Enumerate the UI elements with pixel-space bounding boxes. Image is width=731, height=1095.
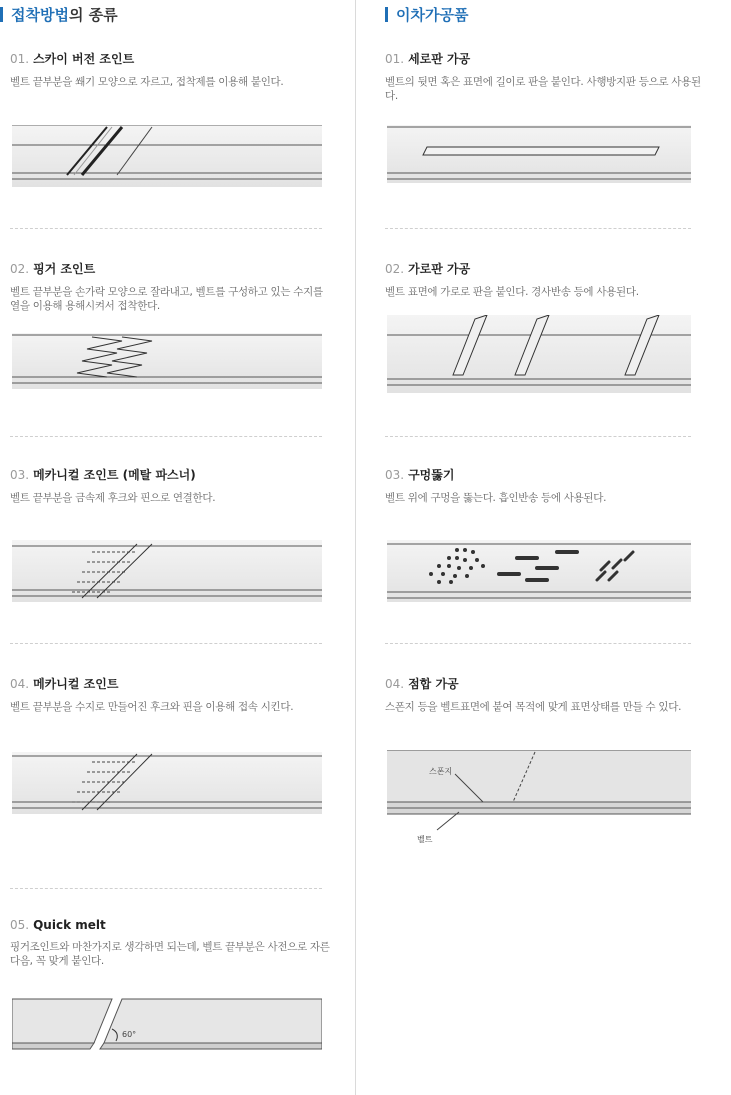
figure-laminate bbox=[387, 750, 691, 848]
item-title: 03. 메카니컬 조인트 (메탈 파스너) bbox=[10, 468, 196, 482]
item-desc: 벨트 끝부분을 쐐기 모양으로 자르고, 접착제를 이용해 붙인다. bbox=[10, 76, 284, 88]
item-title: 04. 점합 가공 bbox=[385, 677, 459, 691]
bonding-item-finger bbox=[10, 260, 330, 313]
item-desc: 스폰지 등을 벨트표면에 붙여 목적에 맞게 표면상태를 만들 수 있다. bbox=[385, 701, 682, 713]
separator bbox=[10, 643, 322, 644]
item-desc: 벨트 끝부분을 금속제 후크와 핀으로 연결한다. bbox=[10, 492, 216, 504]
angle-label: 60° bbox=[122, 1030, 137, 1039]
figure-mechanical-joint bbox=[12, 752, 322, 814]
item-desc: 벨트 표면에 가로로 판을 붙인다. 경사반송 등에 사용된다. bbox=[385, 286, 639, 298]
bonding-item-mechanical bbox=[10, 675, 330, 714]
belt-label: 벨트 bbox=[417, 835, 433, 844]
item-desc: 벨트 위에 구멍을 뚫는다. 흡인반송 등에 사용된다. bbox=[385, 492, 607, 504]
item-desc: 벨트의 뒷면 혹은 표면에 길이로 판을 붙인다. 사행방지판 등으로 사용된다. bbox=[385, 76, 701, 102]
separator bbox=[10, 888, 322, 889]
secondary-item-horizontal-plate bbox=[385, 260, 705, 299]
item-title: 02. 핑거 조인트 bbox=[10, 262, 96, 276]
item-title: 04. 메카니컬 조인트 bbox=[10, 677, 119, 691]
item-title: 03. 구멍뚫기 bbox=[385, 468, 455, 482]
bonding-item-quick-melt bbox=[10, 918, 330, 968]
column-divider bbox=[355, 0, 356, 1095]
figure-skiver-joint bbox=[12, 125, 322, 187]
title-bar-marker bbox=[385, 7, 388, 22]
figure-finger-joint bbox=[12, 333, 322, 389]
item-title: 02. 가로판 가공 bbox=[385, 262, 471, 276]
bonding-item-metal-fastener bbox=[10, 466, 330, 505]
separator bbox=[10, 436, 322, 437]
secondary-item-vertical-plate bbox=[385, 50, 705, 103]
secondary-item-laminate bbox=[385, 675, 705, 714]
section-title-secondary bbox=[385, 4, 468, 25]
separator bbox=[385, 228, 691, 229]
separator bbox=[385, 436, 691, 437]
figure-horizontal-plate bbox=[387, 315, 691, 393]
separator bbox=[385, 643, 691, 644]
title-rest: 의 종류 bbox=[68, 6, 118, 24]
item-desc: 핑거조인트와 마찬가지로 생각하면 되는데, 벨트 끝부분은 사전으로 자른 다음, 꼭 맞게 붙인다. bbox=[10, 941, 330, 967]
item-desc: 벨트 끝부분을 손가락 모양으로 잘라내고, 벨트를 구성하고 있는 수지를 열을 이용해 용해시켜서 접착한다. bbox=[10, 286, 323, 312]
figure-metal-fastener bbox=[12, 540, 322, 602]
title-bar-marker bbox=[0, 7, 3, 22]
secondary-item-perforation bbox=[385, 466, 705, 505]
separator bbox=[10, 228, 322, 229]
title-accent: 이차가공품 bbox=[396, 6, 469, 24]
bonding-item-skiver bbox=[10, 50, 330, 89]
title-accent: 접착방법 bbox=[11, 6, 69, 24]
item-title: 01. 세로판 가공 bbox=[385, 52, 471, 66]
sponge-label: 스폰지 bbox=[429, 767, 453, 776]
section-title-bonding bbox=[0, 4, 118, 25]
item-desc: 벨트 끝부분을 수지로 만들어진 후크와 핀을 이용해 접속 시킨다. bbox=[10, 701, 294, 713]
figure-perforation bbox=[387, 540, 691, 602]
figure-quick-melt bbox=[12, 995, 322, 1053]
item-title: 05. Quick melt bbox=[10, 918, 106, 932]
item-title: 01. 스카이 버전 조인트 bbox=[10, 52, 135, 66]
figure-vertical-plate bbox=[387, 125, 691, 183]
